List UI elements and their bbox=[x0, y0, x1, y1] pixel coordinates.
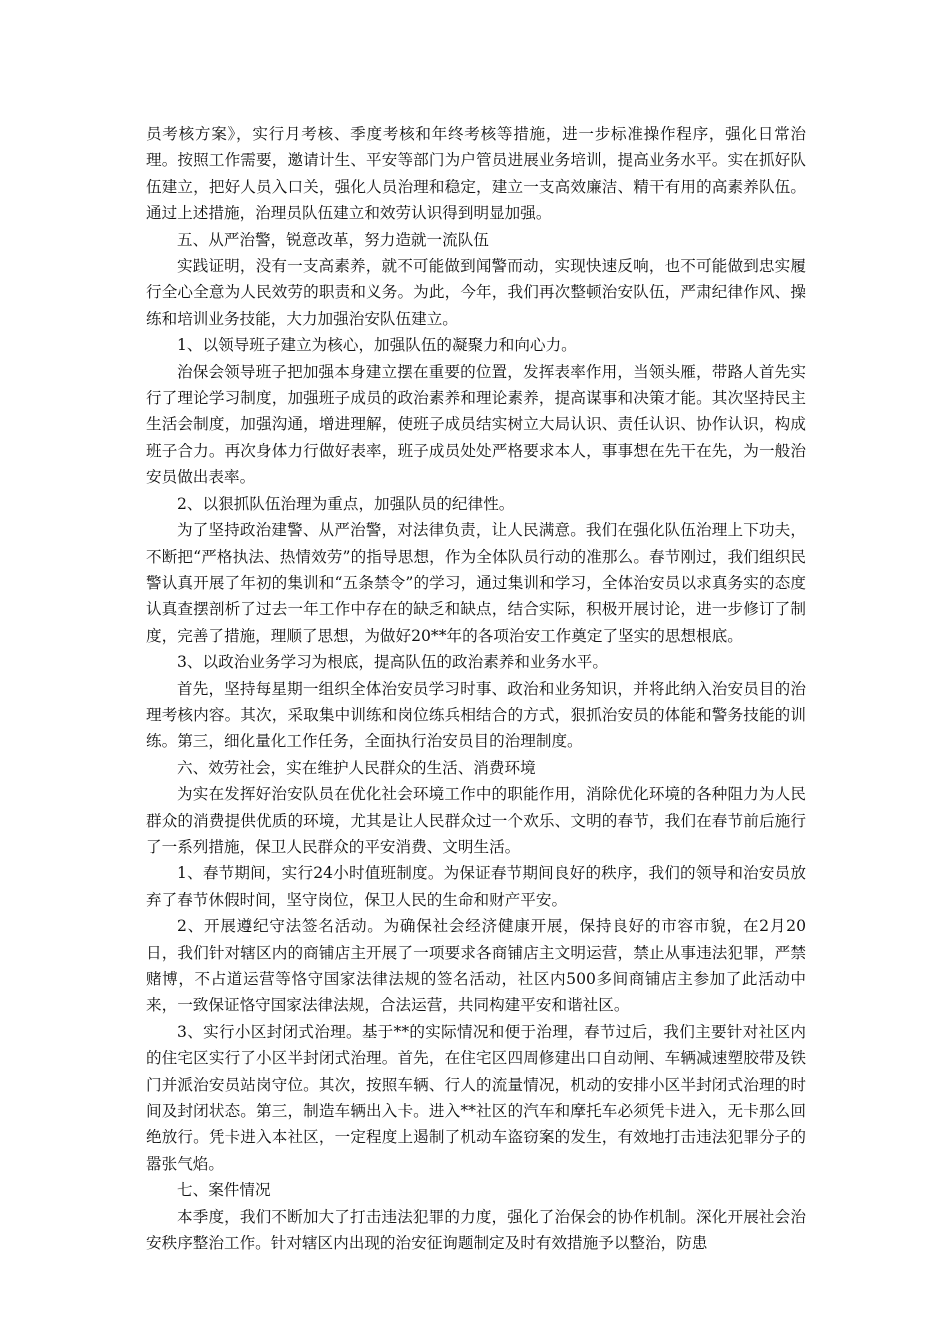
paragraph: 3、实行小区封闭式治理。基于**的实际情况和便于治理，春节过后，我们主要针对社区内的住宅区实行了小区半封闭式治理。首先，在住宅区四周修建出口自动闸、车辆减速塑胶带及铁门并派治安员站岗守位。其次，按照车辆、行人的流量情况，机动的安排小区半封闭式治理的时间及封闭状态。第三，制造车辆出入卡。进入**社区的汽车和摩托车必须凭卡进入，无卡那么回绝放行。凭卡进入本社区，一定程度上遏制了机动车盗窃案的发生，有效地打击违法犯罪分子的嚣张气焰。 bbox=[146, 1022, 806, 1173]
subheading: 2、以狠抓队伍治理为重点，加强队员的纪律性。 bbox=[177, 494, 515, 513]
paragraph: 首先，坚持每星期一组织全体治安员学习时事、政治和业务知识，并将此纳入治安员目的治理考核内容。其次，采取集中训练和岗位练兵相结合的方式，狠抓治安员的体能和警务技能的训练。第三，细化量化工作任务，全面执行治安员目的治理制度。 bbox=[146, 679, 806, 751]
section-heading-7: 七、案件情况 bbox=[177, 1181, 271, 1200]
section-heading-6: 六、效劳社会，实在维护人民群众的生活、消费环境 bbox=[177, 758, 536, 777]
paragraph: 治保会领导班子把加强本身建立摆在重要的位置，发挥表率作用，当领头雁，带路人首先实行了理论学习制度，加强班子成员的政治素养和理论素养，提高谋事和决策才能。其次坚持民主生活会制度，加强沟通，增进理解，使班子成员结实树立大局认识、责任认识、协作认识，构成班子合力。再次身体力行做好表率，班子成员处处严格要求本人，事事想在先干在先，为一般治安员做出表率。 bbox=[146, 362, 806, 487]
subheading: 1、以领导班子建立为核心，加强队伍的凝聚力和向心力。 bbox=[177, 336, 577, 355]
paragraph: 为实在发挥好治安队员在优化社会环境工作中的职能作用，消除优化环境的各种阻力为人民群众的消费提供优质的环境，尤其是让人民群众过一个欢乐、文明的春节，我们在春节前后施行了一系列措施，保卫人民群众的平安消费、文明生活。 bbox=[146, 785, 806, 856]
paragraph: 2、开展遵纪守法签名活动。为确保社会经济健康开展，保持良好的市容市貌，在2月20日，我们针对辖区内的商铺店主开展了一项要求各商铺店主文明运营，禁止从事违法犯罪，严禁赌博，不占道运营等恪守国家法律法规的签名活动，社区内500多间商铺店主参加了此活动中来，一致保证恪守国家法律法规，合法运营，共同构建平安和谐社区。 bbox=[146, 917, 806, 1015]
subheading: 3、以政治业务学习为根底，提高队伍的政治素养和业务水平。 bbox=[177, 653, 608, 672]
paragraph: 实践证明，没有一支高素养，就不可能做到闻警而动，实现快速反响，也不可能做到忠实履行全心全意为人民效劳的职责和义务。为此，今年，我们再次整顿治安队伍，严肃纪律作风、操练和培训业务技能，大力加强治安队伍建立。 bbox=[146, 257, 806, 328]
paragraph: 为了坚持政治建警、从严治警，对法律负责，让人民满意。我们在强化队伍治理上下功夫，不断把“严格执法、热情效劳”的指导思想，作为全体队员行动的准那么。春节刚过，我们组织民警认真开展了年初的集训和“五条禁令”的学习，通过集训和学习，全体治安员以求真务实的态度认真查摆剖析了过去一年工作中存在的缺乏和缺点，结合实际，积极开展讨论，进一步修订了制度，完善了措施，理顺了思想，为做好20**年的各项治安工作奠定了坚实的思想根底。 bbox=[146, 521, 806, 645]
paragraph: 1、春节期间，实行24小时值班制度。为保证春节期间良好的秩序，我们的领导和治安员放弃了春节休假时间，坚守岗位，保卫人民的生命和财产平安。 bbox=[146, 864, 806, 909]
paragraph-continuation: 员考核方案》，实行月考核、季度考核和年终考核等措施，进一步标准操作程序，强化日常治理。按照工作需要，邀请计生、平安等部门为户管员进展业务培训，提高业务水平。实在抓好队伍建立，把好人员入口关，强化人员治理和稳定，建立一支高效廉洁、精干有用的高素养队伍。通过上述措施，治理员队伍建立和效劳认识得到明显加强。 bbox=[146, 125, 806, 223]
document-page bbox=[146, 121, 806, 1256]
paragraph: 本季度，我们不断加大了打击违法犯罪的力度，强化了治保会的协作机制。深化开展社会治安秩序整治工作。针对辖区内出现的治安征询题制定及时有效措施予以整治，防患 bbox=[146, 1207, 806, 1253]
section-heading-5: 五、从严治警，锐意改革，努力造就一流队伍 bbox=[177, 230, 489, 249]
